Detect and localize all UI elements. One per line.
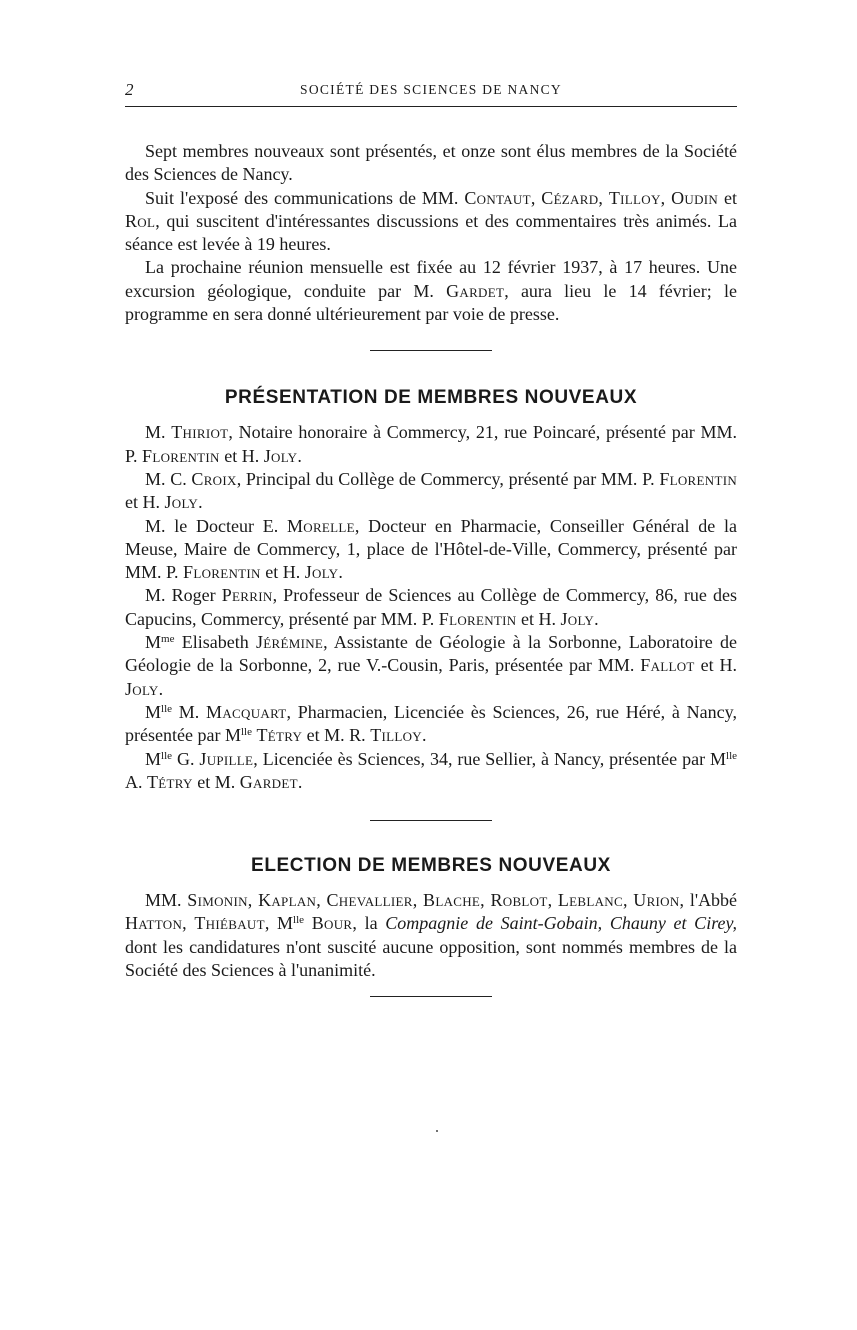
title-abbreviation: lle xyxy=(240,726,252,739)
title-abbreviation: lle xyxy=(161,702,173,715)
person-name: Croix xyxy=(191,468,237,489)
intro-paragraph: Sept membres nouveaux sont présentés, et onze sont élus membres de la Société des Sciences de Nancy. xyxy=(125,141,737,185)
person-name: Leblanc xyxy=(557,890,623,911)
person-name: Joly xyxy=(125,678,159,699)
election-heading: ELECTION DE MEMBRES NOUVEAUX xyxy=(251,855,611,877)
running-header xyxy=(125,78,737,104)
member-entry: $M^{lle}$ G. Jupille, Licenciée ès Sciences, 34, rue Sellier, à Nancy, présentée par $M^{lle}$ A. Tétry et M. Gardet. xyxy=(125,748,738,792)
person-name: Jupille xyxy=(199,748,254,769)
person-name: Tétry xyxy=(256,725,303,746)
member-entry: $M^{me}$ Elisabeth Jérémine, Assistante de Géologie à la Sorbonne, Laboratoire de Géologie de la Sorbonne, 2, rue V.-Cousin, Paris, présentée par MM. Fallot et H. Joly. xyxy=(125,632,738,699)
page xyxy=(125,78,737,997)
member-entry: $M^{lle}$ M. Macquart, Pharmacien, Licenciée ès Sciences, 26, rue Héré, à Nancy, présentée par $M^{lle}$ Tétry et M. R. Tilloy. xyxy=(125,701,737,746)
person-name: Joly xyxy=(164,492,199,513)
person-name: Hatton xyxy=(125,913,183,934)
person-name: Kaplan xyxy=(258,890,317,911)
person-name: Simonin xyxy=(187,890,248,911)
person-name: Florentin xyxy=(183,562,261,583)
person-name: Thiébaut xyxy=(194,913,265,934)
intro-section xyxy=(125,140,737,326)
title-abbreviation: me xyxy=(161,633,175,646)
page-number: 2 xyxy=(125,80,134,99)
person-name: Contaut xyxy=(464,187,531,208)
person-name: Perrin xyxy=(221,585,273,606)
member-entry: M. Roger Perrin, Professeur de Sciences au Collège de Commercy, 86, rue des Capucins, Commercy, présenté par MM. P. Florentin et H. Joly. xyxy=(125,585,737,629)
section-separator xyxy=(370,350,492,351)
section-separator xyxy=(370,996,492,997)
person-name: Florentin xyxy=(659,468,738,489)
intro-paragraph: Suit l'exposé des communications de MM. Contaut, Cézard, Tilloy, Oudin et Rol, qui suscitent d'intéressantes discussions et des commentaires très animés. La séance est levée à 19 heures. xyxy=(125,187,738,255)
person-name: Florentin xyxy=(438,608,517,629)
title-abbreviation: lle xyxy=(726,749,738,762)
person-name: Oudin xyxy=(671,187,719,208)
person-name: Gardet xyxy=(239,771,298,792)
running-title: SOCIÉTÉ DES SCIENCES DE NANCY xyxy=(300,82,562,97)
person-name: Fallot xyxy=(640,655,695,676)
section-separator xyxy=(370,820,492,821)
print-speck xyxy=(436,1130,438,1132)
person-name: Florentin xyxy=(142,445,220,466)
person-name: Jérémine xyxy=(255,632,324,653)
member-entry: M. C. Croix, Principal du Collège de Commercy, présenté par MM. P. Florentin et H. Joly. xyxy=(125,468,738,513)
presentation-list xyxy=(125,421,737,794)
person-name: Thiriot xyxy=(171,422,229,443)
member-entry: M. Thiriot, Notaire honoraire à Commercy, 21, rue Poincaré, présenté par MM. P. Florentin et H. Joly. xyxy=(125,422,737,466)
person-name: Blache xyxy=(423,890,481,911)
header-rule xyxy=(125,106,737,107)
person-name: Roblot xyxy=(490,890,548,911)
title-abbreviation: lle xyxy=(161,749,173,762)
title-abbreviation: lle xyxy=(293,914,305,927)
person-name: Tétry xyxy=(147,771,193,792)
person-name: Joly xyxy=(263,445,298,466)
person-name: Joly xyxy=(304,562,339,583)
election-paragraph: MM. Simonin, Kaplan, Chevallier, Blache, Roblot, Leblanc, Urion, l'Abbé Hatton, Thiébaut, $M^{lle}$ Bour, la Compagnie de Saint-Gobain, Chauny et Cirey, dont les candidatures n'ont suscité aucune opposition, sont nommés membres de la Société des Sciences à l'unanimité. xyxy=(125,890,738,981)
presentation-heading: PRÉSENTATION DE MEMBRES NOUVEAUX xyxy=(224,387,638,409)
person-name: Tilloy xyxy=(370,725,422,746)
person-name: Rol xyxy=(125,210,156,231)
person-name: Joly xyxy=(560,608,595,629)
person-name: Bour xyxy=(311,913,353,934)
person-name: Urion xyxy=(633,890,680,911)
person-name: Macquart xyxy=(206,701,287,722)
person-name: Tilloy xyxy=(608,187,661,208)
person-name: Gardet xyxy=(446,280,505,301)
person-name: Cézard xyxy=(541,187,599,208)
intro-paragraph: La prochaine réunion mensuelle est fixée au 12 février 1937, à 17 heures. Une excursion géologique, conduite par M. Gardet, aura lieu le 14 février; le programme en sera donné ultérieurement par voie de presse. xyxy=(125,257,737,325)
person-name: Morelle xyxy=(286,515,355,536)
member-entry: M. le Docteur E. Morelle, Docteur en Pharmacie, Conseiller Général de la Meuse, Maire de Commercy, 1, place de l'Hôtel-de-Ville, Commercy, présenté par MM. P. Florentin et H. Joly. xyxy=(125,515,737,583)
person-name: Chevallier xyxy=(326,890,413,911)
company-name: Compagnie de Saint-Gobain, Chauny et Cirey, xyxy=(385,913,738,934)
